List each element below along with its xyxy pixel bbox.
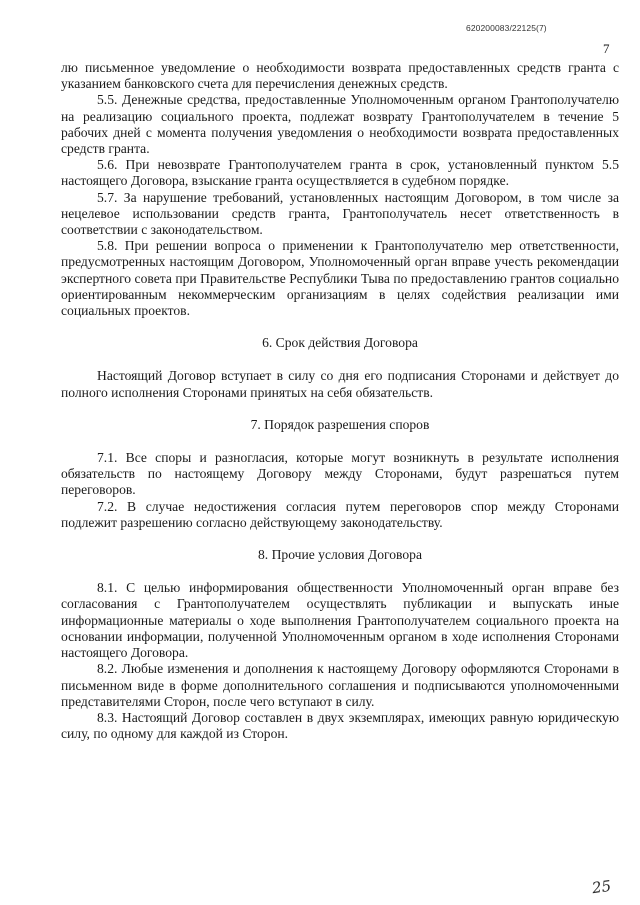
section-6-title: 6. Срок действия Договора xyxy=(262,335,418,351)
page-number: 7 xyxy=(603,41,610,56)
clause-5-5: 5.5. Денежные средства, предоставленные Уполномоченным органом Грантополучателю на реализацию социального проекта, подлежат возврату Грантополучателем в течение 5 рабочих дней с момента получения уведомления о необходимости возврата предоставленных средств гранта. xyxy=(61,92,619,157)
section-8-title: 8. Прочие условия Договора xyxy=(257,547,422,563)
clause-8-3: 8.3. Настоящий Договор составлен в двух экземплярах, имеющих равную юридическую силу, по одному для каждой из Сторон. xyxy=(61,709,619,742)
section-6-text: Настоящий Договор вступает в силу со дня его подписания Сторонами и действует до полного исполнения Сторонами принятых на себя обязательств. xyxy=(61,368,619,400)
clause-7-1: 7.1. Все споры и разногласия, которые могут возникнуть в результате исполнения обязательств по настоящему Договору между Сторонами, будут разрешаться путем переговоров. xyxy=(61,450,619,498)
clause-5-8: 5.8. При решении вопроса о применении к Грантополучателю мер ответственности, предусмотренных настоящим Договором, Уполномоченный орган вправе учесть рекомендации экспертного совета при Правительстве Республики Тыва по предоставлению грантов социально ориентированным некоммерческим организациям в целях содействия реализации ими социальных проектов. xyxy=(61,238,619,319)
clause-7-2: 7.2. В случае недостижения согласия путем переговоров спор между Сторонами подлежит разрешению согласно действующему законодательству. xyxy=(61,498,619,530)
clause-5-6: 5.6. При невозврате Грантополучателем гранта в срок, установленный пунктом 5.5 настоящего Договора, взыскание гранта осуществляется в судебном порядке. xyxy=(61,157,619,189)
section-7-title: 7. Порядок разрешения споров xyxy=(250,416,430,432)
clause-8-2: 8.2. Любые изменения и дополнения к настоящему Договору оформляются Сторонами в письменном виде в форме дополнительного соглашения и подписываются уполномоченными представителями Сторон, после чего вступают в силу. xyxy=(61,661,619,709)
handwritten-page-mark: 25 xyxy=(590,876,613,898)
document-id: 620200083/22125(7) xyxy=(466,23,547,33)
clause-8-1: 8.1. С целью информирования общественности Уполномоченный орган вправе без согласования с Грантополучателем осуществлять публикации и выпускать иные информационные материалы о ходе выполнения Грантополучателем социального проекта на основании информации, полученной Уполномоченным органом в ходе исполнения Сторонами настоящего Договора. xyxy=(61,580,619,661)
clause-5-7: 5.7. За нарушение требований, установленных настоящим Договором, в том числе за нецелевое использовании средств гранта, Грантополучатель несет ответственность в соответствии с законодательством. xyxy=(61,189,619,238)
document-body xyxy=(61,60,619,742)
paragraph-continuation: лю письменное уведомление о необходимости возврата предоставленных средств гранта с указанием банковского счета для перечисления денежных средств. xyxy=(61,60,619,92)
